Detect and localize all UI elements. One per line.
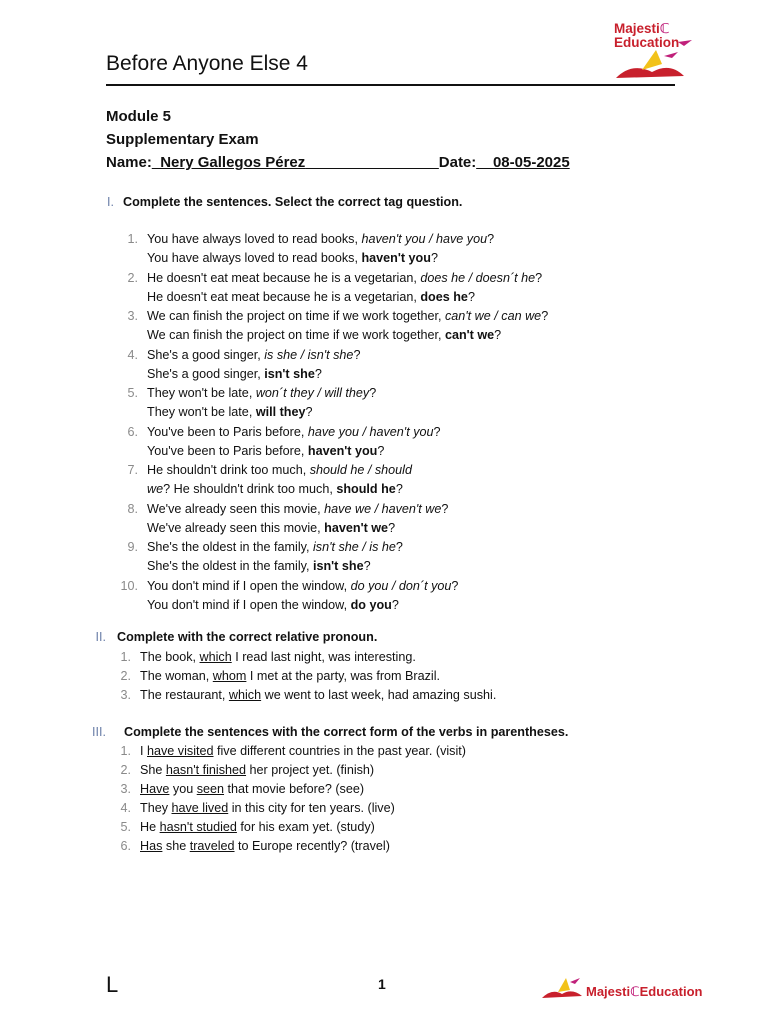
answer-tag: will they xyxy=(255,405,306,419)
sentence-text: in this city for ten years. (live) xyxy=(228,801,395,815)
tag-options: can't we / can we xyxy=(444,309,542,323)
item-number: 1. xyxy=(120,650,131,664)
sentence-text: five different countries in the past year. (visit) xyxy=(213,744,466,758)
pronoun-answer: which xyxy=(199,650,232,664)
question-line xyxy=(147,540,403,554)
sentence-text: she xyxy=(162,839,190,853)
answer-tag: should he xyxy=(336,482,396,496)
logo-c-glyph: ℂ xyxy=(659,21,670,36)
item-number: 1. xyxy=(120,744,131,758)
item-number: 7. xyxy=(127,463,138,477)
item-number: 5. xyxy=(120,820,131,834)
answer-line xyxy=(147,405,313,419)
verb-answer: hasn't finished xyxy=(165,763,247,777)
answer-line xyxy=(147,444,384,458)
verb-answer: Has xyxy=(140,839,163,853)
question-end: ? xyxy=(451,578,459,593)
verb-answer: seen xyxy=(196,782,225,796)
logo-text-line1: Majesti xyxy=(614,21,660,36)
tag-options-continued: we xyxy=(147,482,164,496)
answer-end: ? xyxy=(314,366,322,381)
answer-end: ? xyxy=(430,251,438,265)
answer-tag: haven't you xyxy=(361,251,431,265)
answer-end: ? xyxy=(377,443,385,458)
question-line xyxy=(147,386,376,400)
exam-label: Supplementary Exam xyxy=(106,131,259,148)
answer-line xyxy=(147,521,395,535)
answer-line xyxy=(147,328,501,342)
section-2-title: Complete with the correct relative pronoun. xyxy=(117,630,378,644)
answer-line xyxy=(147,559,371,573)
tag-options: have you / haven't you xyxy=(307,424,434,439)
book-bird-icon xyxy=(612,20,702,82)
tag-options: have we / haven't we xyxy=(324,501,442,516)
name-date-line xyxy=(106,154,570,171)
sentence-text: her project yet. (finish) xyxy=(246,763,375,777)
question-text: She's the oldest in the family, xyxy=(147,540,313,554)
sentence-line xyxy=(140,763,374,777)
question-text: You don't mind if I open the window, xyxy=(147,578,351,593)
majestic-education-logo xyxy=(612,20,702,82)
answer-end: ? xyxy=(305,405,313,419)
header-divider xyxy=(106,84,675,86)
section-2-number: II. xyxy=(95,630,106,644)
sentence-line xyxy=(140,820,375,834)
tag-options: does he / doesn´t he xyxy=(420,270,536,285)
sentence-text: to Europe recently? (travel) xyxy=(234,839,390,853)
sentence-line xyxy=(140,669,440,683)
question-line xyxy=(147,309,548,323)
sentence-line xyxy=(140,839,390,853)
sentence-start: The woman, xyxy=(140,669,213,683)
sentence-text: He xyxy=(140,820,160,834)
verb-answer: traveled xyxy=(189,839,235,853)
question-text: You have always loved to read books, xyxy=(147,232,362,246)
footer-book-icon xyxy=(540,972,588,1002)
page-number: 1 xyxy=(378,976,386,992)
verb-answer: Have xyxy=(140,782,170,796)
item-number: 3. xyxy=(127,309,138,323)
item-number: 8. xyxy=(127,501,138,516)
footer-logo-c-glyph: ℂ xyxy=(630,984,640,999)
section-3-number: III. xyxy=(92,725,106,739)
question-end: ? xyxy=(487,232,495,246)
answer-end: ? xyxy=(388,520,396,535)
section-3-title: Complete the sentences with the correct form of the verbs in parentheses. xyxy=(124,725,569,739)
item-number: 2. xyxy=(127,270,138,285)
answer-tag: can't we xyxy=(444,328,495,342)
question-text: You've been to Paris before, xyxy=(147,424,308,439)
tag-options: haven't you / have you xyxy=(361,232,488,246)
question-text: He doesn't eat meat because he is a vegetarian, xyxy=(147,270,421,285)
answer-tag: do you xyxy=(350,597,392,612)
answer-line xyxy=(147,598,399,612)
sentence-line xyxy=(140,782,364,796)
question-end: ? xyxy=(433,424,441,439)
section-1-number: I. xyxy=(107,195,114,209)
answer-text: We've already seen this movie, xyxy=(147,520,325,535)
question-end: ? xyxy=(369,386,377,400)
item-number: 4. xyxy=(127,347,138,362)
item-number: 2. xyxy=(120,669,131,683)
footer-logo-text-1: Majesti xyxy=(586,984,631,999)
question-text: We've already seen this movie, xyxy=(147,501,325,516)
answer-text: He doesn't eat meat because he is a vegetarian, xyxy=(147,289,421,304)
tag-options: isn't she / is he xyxy=(312,540,396,554)
item-number: 1. xyxy=(127,232,138,246)
question-end: ? xyxy=(541,309,549,323)
answer-line xyxy=(147,290,475,304)
answer-end: ? xyxy=(395,482,403,496)
sentence-text: you xyxy=(169,782,197,796)
answer-tag: isn't she xyxy=(264,366,315,381)
pronoun-answer: which xyxy=(228,688,262,702)
answer-text: You don't mind if I open the window, xyxy=(147,597,351,612)
sentence-text: I xyxy=(140,744,147,758)
item-number: 6. xyxy=(120,839,131,853)
question-line xyxy=(147,232,494,246)
tag-options: won´t they / will they xyxy=(255,386,370,400)
answer-text: ? He shouldn't drink too much, xyxy=(163,482,337,496)
sentence-line xyxy=(140,801,395,815)
answer-tag: does he xyxy=(420,289,468,304)
section-1-title: Complete the sentences. Select the correct tag question. xyxy=(123,195,463,209)
pronoun-answer: whom xyxy=(212,669,247,683)
answer-line xyxy=(147,482,403,496)
sentence-line xyxy=(140,744,466,758)
question-text: He shouldn't drink too much, xyxy=(147,463,310,477)
question-line xyxy=(147,271,542,285)
question-line xyxy=(147,463,412,477)
sentence-text: They xyxy=(140,801,172,815)
question-line xyxy=(147,579,458,593)
date-label: Date: xyxy=(438,154,477,171)
footer-mark: L xyxy=(106,972,119,997)
sentence-start: The restaurant, xyxy=(140,688,229,702)
item-number: 2. xyxy=(120,763,131,777)
answer-tag: isn't she xyxy=(312,559,364,573)
footer-logo xyxy=(540,972,710,1002)
answer-tag: haven't you xyxy=(307,443,378,458)
answer-text: We can finish the project on time if we work together, xyxy=(147,328,445,342)
item-number: 10. xyxy=(120,578,138,593)
question-line xyxy=(147,425,441,439)
tag-options: do you / don´t you xyxy=(350,578,452,593)
answer-line xyxy=(147,251,438,265)
verb-answer: have visited xyxy=(147,744,214,758)
item-number: 4. xyxy=(120,801,131,815)
item-number: 3. xyxy=(120,688,131,702)
name-label: Name: xyxy=(106,154,152,171)
question-text: We can finish the project on time if we work together, xyxy=(147,309,445,323)
answer-end: ? xyxy=(391,597,399,612)
answer-tag: haven't we xyxy=(324,520,389,535)
tag-options: should he / should xyxy=(309,463,412,477)
item-number: 6. xyxy=(127,424,138,439)
sentence-text: for his exam yet. (study) xyxy=(236,820,375,834)
question-end: ? xyxy=(395,540,403,554)
sentence-start: The book, xyxy=(140,650,200,664)
question-end: ? xyxy=(353,347,361,362)
name-value: _Nery Gallegos Pérez xyxy=(151,154,306,171)
question-line xyxy=(147,502,448,516)
document-title: Before Anyone Else 4 xyxy=(106,52,308,75)
answer-line xyxy=(147,367,322,381)
verb-answer: hasn't studied xyxy=(159,820,237,834)
question-text: She's a good singer, xyxy=(147,347,265,362)
item-number: 5. xyxy=(127,386,138,400)
module-label: Module 5 xyxy=(106,108,172,125)
question-line xyxy=(147,348,360,362)
question-end: ? xyxy=(441,501,449,516)
answer-text: They won't be late, xyxy=(147,405,256,419)
verb-answer: have lived xyxy=(171,801,229,815)
footer-logo-text-2: Education xyxy=(639,984,703,999)
logo-text-line2: Education xyxy=(614,35,680,50)
date-value: __08-05-2025 xyxy=(476,154,570,171)
sentence-line xyxy=(140,650,416,664)
name-blank: ________________ xyxy=(305,154,439,171)
answer-text: You've been to Paris before, xyxy=(147,443,308,458)
sentence-text: She xyxy=(140,763,166,777)
answer-end: ? xyxy=(363,559,371,573)
question-end: ? xyxy=(535,270,543,285)
item-number: 9. xyxy=(127,540,138,554)
sentence-end: we went to last week, had amazing sushi. xyxy=(261,688,497,702)
sentence-line xyxy=(140,688,496,702)
item-number: 3. xyxy=(120,782,131,796)
answer-text: She's the oldest in the family, xyxy=(147,559,313,573)
answer-end: ? xyxy=(494,328,502,342)
answer-text: You have always loved to read books, xyxy=(147,251,362,265)
question-text: They won't be late, xyxy=(147,386,256,400)
sentence-end: I read last night, was interesting. xyxy=(231,650,416,664)
answer-text: She's a good singer, xyxy=(147,366,265,381)
answer-end: ? xyxy=(467,289,475,304)
sentence-text: that movie before? (see) xyxy=(224,782,365,796)
sentence-end: I met at the party, was from Brazil. xyxy=(246,669,441,683)
tag-options: is she / isn't she xyxy=(264,347,354,362)
